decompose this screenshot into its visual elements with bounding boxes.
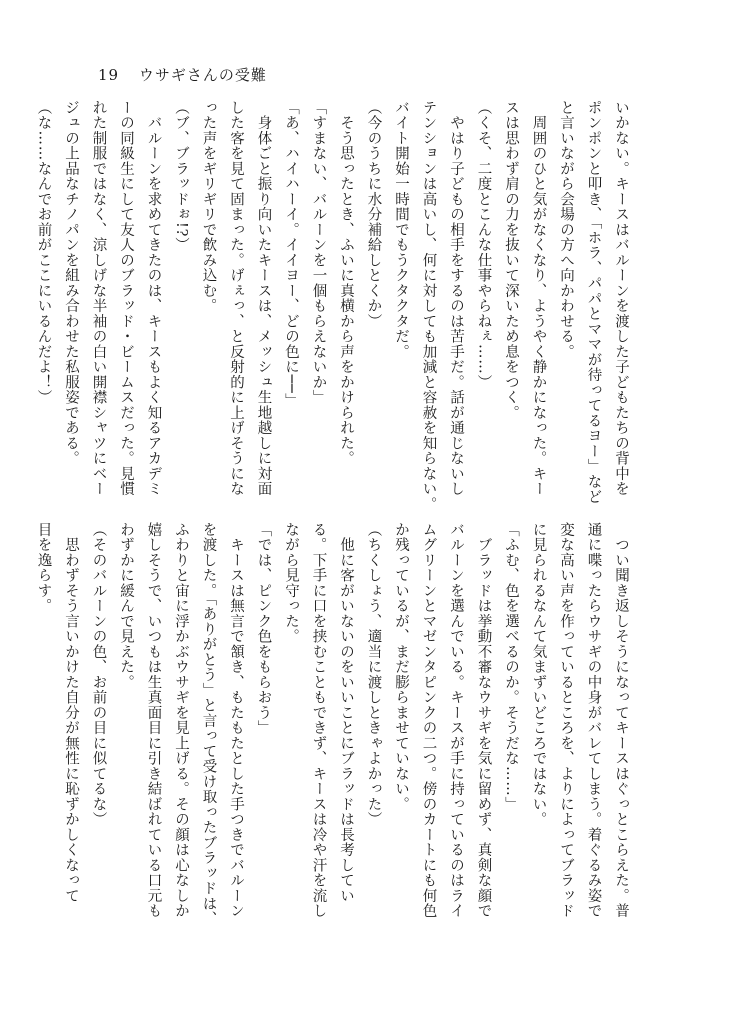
- text-line: いかない。キースはバルーンを渡した子どもたちの背中を: [613, 100, 629, 497]
- text-line: テンションは高いし、何に対しても加減と容赦を知らない。: [420, 100, 437, 512]
- text-line: わずかに緩んで見えた。: [118, 522, 134, 690]
- text-line: した客を見て固まった。げぇっ、と反射的に上げそうにな: [228, 100, 244, 497]
- text-line: 「あ、ハイハーイ。イイヨー、どの色に──」: [283, 100, 299, 409]
- text-line: キースは無言で頷き、もたもたとした手つきでバルーン: [228, 522, 244, 919]
- text-line: スは思わず肩の力を抜いて深いため息をつく。: [503, 100, 519, 421]
- text-line: （今のうちに水分補給しとくか）: [365, 100, 382, 329]
- text-line: 嬉しそうで、いつもは生真面目に引き結ばれている口元も: [145, 522, 162, 919]
- text-line: （ブ、ブラッドぉ!?）: [173, 100, 189, 253]
- text-line: 周囲のひと気がなくなり、ようやく静かになった。キー: [530, 100, 547, 497]
- text-line: 他に客がいないのをいいことにブラッドは長考してい: [338, 522, 354, 904]
- text-line: か残っているが、まだ膨らませていない。: [393, 522, 409, 812]
- text-line: ふわりと宙に浮かぶウサギを見上げる。その顔は心なしか: [173, 522, 189, 919]
- text-line: バイト開始一時間でもうクタクタだ。: [393, 100, 409, 360]
- text-line: れた制服ではなく、涼しげな半袖の白い開襟シャツにベー: [90, 100, 107, 497]
- text-line: そう思ったとき、ふいに真横から声をかけられた。: [338, 100, 354, 466]
- text-line: と言いながら会場の方へ向かわせる。: [558, 100, 574, 360]
- text-line: 「ふむ、色を選べるのか。そうだな……」: [503, 522, 519, 812]
- page-header: [98, 64, 267, 85]
- text-line: 「すまない、バルーンを一個もらえないか」: [310, 100, 327, 405]
- text-line: ながら見守った。: [283, 522, 299, 644]
- text-block-bottom: [35, 522, 634, 947]
- text-line: ムグリーンとマゼンタピンクの二つ。傍のカートにも何色: [420, 522, 437, 919]
- page-number: 19: [98, 66, 120, 84]
- chapter-title: ウサギさんの受難: [138, 66, 267, 84]
- text-line: ジュの上品なチノパンを組み合わせた私服姿である。: [63, 100, 79, 466]
- text-line: やはり子どもの相手をするのは苦手だ。話が通じないし: [448, 100, 464, 497]
- text-line: 目を逸らす。: [35, 522, 52, 614]
- text-line: （くそ、二度とこんな仕事やらねぇ……）: [475, 100, 492, 390]
- text-line: バルーンを求めてきたのは、キースもよく知るアカデミ: [145, 100, 162, 497]
- text-line: る。下手に口を挟むこともできず、キースは冷や汗を流し: [310, 522, 327, 919]
- text-line: 「では、ピンク色をもらおう」: [255, 522, 272, 736]
- text-block-top: [35, 100, 634, 512]
- text-line: ポンポンと叩き、「ホラ、パパとママが待ってるヨー」など: [585, 100, 602, 505]
- text-line: バルーンを選んでいる。キースが手に持っているのはライ: [448, 522, 464, 919]
- text-line: 変な高い声を作っているところを、よりによってブラッド: [558, 522, 574, 919]
- text-line: を渡した。「ありがとう」と言って受け取ったブラッドは、: [200, 522, 217, 927]
- text-line: ーの同級生にして友人のブラッド・ビームスだった。見慣: [118, 100, 134, 497]
- text-line: 思わずそう言いかけた自分が無性に恥ずかしくなって: [63, 522, 79, 904]
- text-line: （な……なんでお前がここにいるんだよ！）: [35, 100, 52, 405]
- text-line: （ちくしょう、適当に渡しときゃよかった）: [365, 522, 382, 827]
- text-line: （そのバルーンの色、お前の目に似てるな）: [90, 522, 107, 827]
- text-line: に見られるなんて気まずいどころではない。: [530, 522, 547, 827]
- text-line: つい聞き返しそうになってキースはぐっとこらえた。普: [613, 522, 629, 919]
- text-line: 身体ごと振り向いたキースは、メッシュ生地越しに対面: [255, 100, 272, 497]
- text-line: 通に喋ったらウサギの中身がバレてしまう。着ぐるみ姿で: [585, 522, 602, 919]
- text-line: ブラッドは挙動不審なウサギを気に留めず、真剣な顔で: [475, 522, 492, 919]
- text-line: った声をギリギリで飲み込む。: [200, 100, 217, 314]
